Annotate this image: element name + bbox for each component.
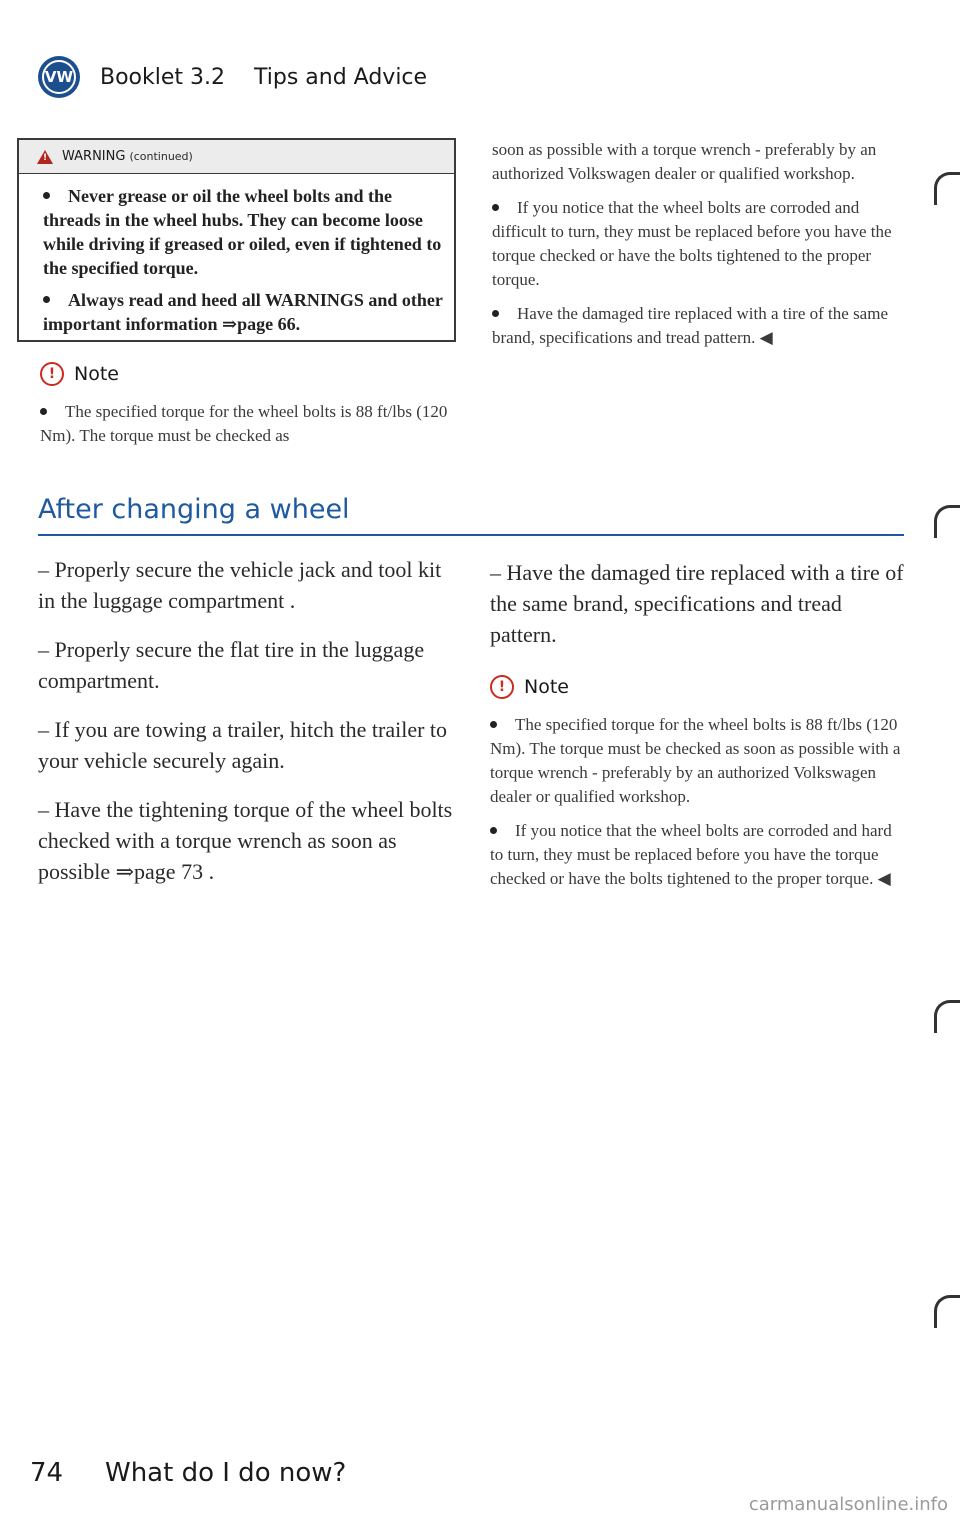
warning-box [17,138,456,342]
note-title: Note [74,363,119,385]
warning-continued: (continued) [129,150,193,163]
steps-left [38,554,458,905]
warning-triangle-icon: ! [37,150,53,164]
note-bullet: The specified torque for the wheel bolts is 88 ft/lbs (120 Nm). The torque must be checked as soon as possible with a torque wrench - preferably by an authorized Volkswagen dealer or qualified workshop. [490,715,901,806]
note-title: Note [524,676,569,698]
bullet-icon [490,827,497,834]
warning-title: WARNING [62,149,126,164]
page-tab-mark [934,1295,960,1328]
chapter-title: What do I do now? [105,1458,347,1488]
note-bullet: The specified torque for the wheel bolts is 88 ft/lbs (120 Nm). The torque must be checked as [40,402,448,445]
step-item: – Properly secure the vehicle jack and tool kit in the luggage compartment . [38,557,442,613]
bullet-icon [492,204,499,211]
note-block-left [40,362,460,458]
bullet-icon [492,310,499,317]
page-number: 74 [30,1458,64,1488]
note-bullet: Have the damaged tire replaced with a tire of the same brand, specifications and tread pattern. ◀ [492,304,888,347]
note-continued-text: soon as possible with a torque wrench - preferably by an authorized Volkswagen dealer or qualified workshop. [492,140,877,183]
bullet-icon [43,296,50,303]
bullet-icon [43,192,50,199]
step-item: – Have the damaged tire replaced with a tire of the same brand, specifications and tread pattern. [490,560,904,647]
page-tab-mark [934,172,960,205]
note-bullet: If you notice that the wheel bolts are corroded and difficult to turn, they must be replaced before you have the torque checked or have the bolts tightened to the proper torque. [492,198,892,289]
section-divider [38,534,904,536]
page-tab-mark [934,505,960,538]
page-tab-mark [934,1000,960,1033]
step-item: – If you are towing a trailer, hitch the trailer to your vehicle securely again. [38,717,448,773]
watermark-link[interactable]: carmanualsonline.info [748,1494,948,1515]
section-title: After changing a wheel [38,494,350,525]
steps-right [490,557,904,668]
warning-header [19,140,454,174]
note-block-right [490,675,904,901]
bullet-icon [490,721,497,728]
note-info-icon: ! [40,362,64,386]
warning-bullet: Never grease or oil the wheel bolts and the threads in the wheel hubs. They can become loose while driving if greased or oiled, even if tightened to the specified torque. [43,186,442,278]
section-header-title: Tips and Advice [254,65,428,90]
booklet-label: Booklet 3.2 [100,65,226,90]
warning-body [43,184,444,344]
note-continued-right [492,138,904,360]
bullet-icon [40,408,47,415]
vw-logo-icon: VW [38,56,80,98]
step-item: – Properly secure the flat tire in the luggage compartment. [38,637,425,693]
note-bullet: If you notice that the wheel bolts are corroded and hard to turn, they must be replaced before you have the torque checked or have the bolts tightened to the proper torque. ◀ [490,821,892,888]
step-item: – Have the tightening torque of the wheel bolts checked with a torque wrench as soon as possible ⇒page 73 . [38,797,453,884]
note-info-icon: ! [490,675,514,699]
warning-bullet: Always read and heed all WARNINGS and other important information ⇒page 66. [43,290,443,334]
